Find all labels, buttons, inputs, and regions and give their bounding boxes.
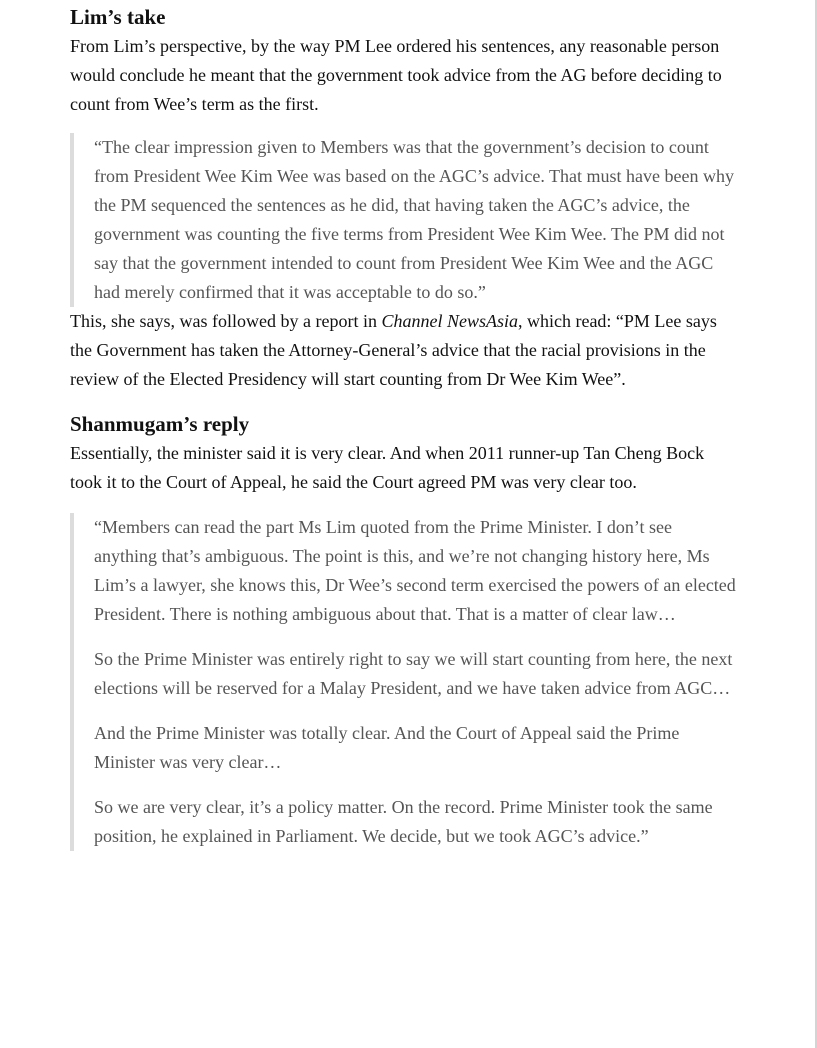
cna-report-text-after: , which read: “PM Lee says the Government has taken the Attorney-General’s advice that the racial provisions in the review of the Elected Presidency will start counting from Dr Wee Kim Wee”.: [70, 311, 717, 389]
shanmugam-quote-block: [70, 513, 738, 851]
shanmugam-summary-paragraph: Essentially, the minister said it is very clear. And when 2011 runner-up Tan Cheng Bock took it to the Court of Appeal, he said the Court agreed PM was very clear too.: [70, 443, 705, 492]
section-heading-lims-take: Lim’s take: [70, 5, 166, 29]
lim-perspective-paragraph: From Lim’s perspective, by the way PM Lee ordered his sentences, any reasonable person would conclude he meant that the government took advice from the AG before deciding to count from Wee’s term as the first.: [70, 36, 722, 114]
cna-source-name: Channel NewsAsia: [381, 311, 518, 331]
cna-report-paragraph: [70, 307, 738, 394]
cna-report-text-before: This, she says, was followed by a report in: [70, 311, 382, 331]
lim-quote-block: [70, 133, 738, 307]
shanmugam-quote-paragraph-4: So we are very clear, it’s a policy matter. On the record. Prime Minister took the same position, he explained in Parliament. We decide, but we took AGC’s advice.”: [94, 797, 713, 846]
shanmugam-quote-paragraph-2: So the Prime Minister was entirely right to say we will start counting from here, the next elections will be reserved for a Malay President, and we have taken advice from AGC…: [94, 649, 733, 698]
shanmugam-quote-paragraph-1: “Members can read the part Ms Lim quoted from the Prime Minister. I don’t see anything that’s ambiguous. The point is this, and we’re not changing history here, Ms Lim’s a lawyer, she knows this, Dr Wee’s second term exercised the powers of an elected President. There is nothing ambiguous about that. That is a matter of clear law…: [94, 517, 736, 624]
section-heading-shanmugams-reply: Shanmugam’s reply: [70, 412, 250, 436]
shanmugam-quote-paragraph-3: And the Prime Minister was totally clear. And the Court of Appeal said the Prime Minister was very clear…: [94, 723, 680, 772]
lim-quote-paragraph: “The clear impression given to Members was that the government’s decision to count from President Wee Kim Wee was based on the AGC’s advice. That must have been why the PM sequenced the sentences as he did, that having taken the AGC’s advice, the government was counting the five terms from President Wee Kim Wee. The PM did not say that the government intended to count from President Wee Kim Wee and the AGC had merely confirmed that it was acceptable to do so.”: [94, 137, 734, 302]
article-body: [70, 0, 738, 851]
